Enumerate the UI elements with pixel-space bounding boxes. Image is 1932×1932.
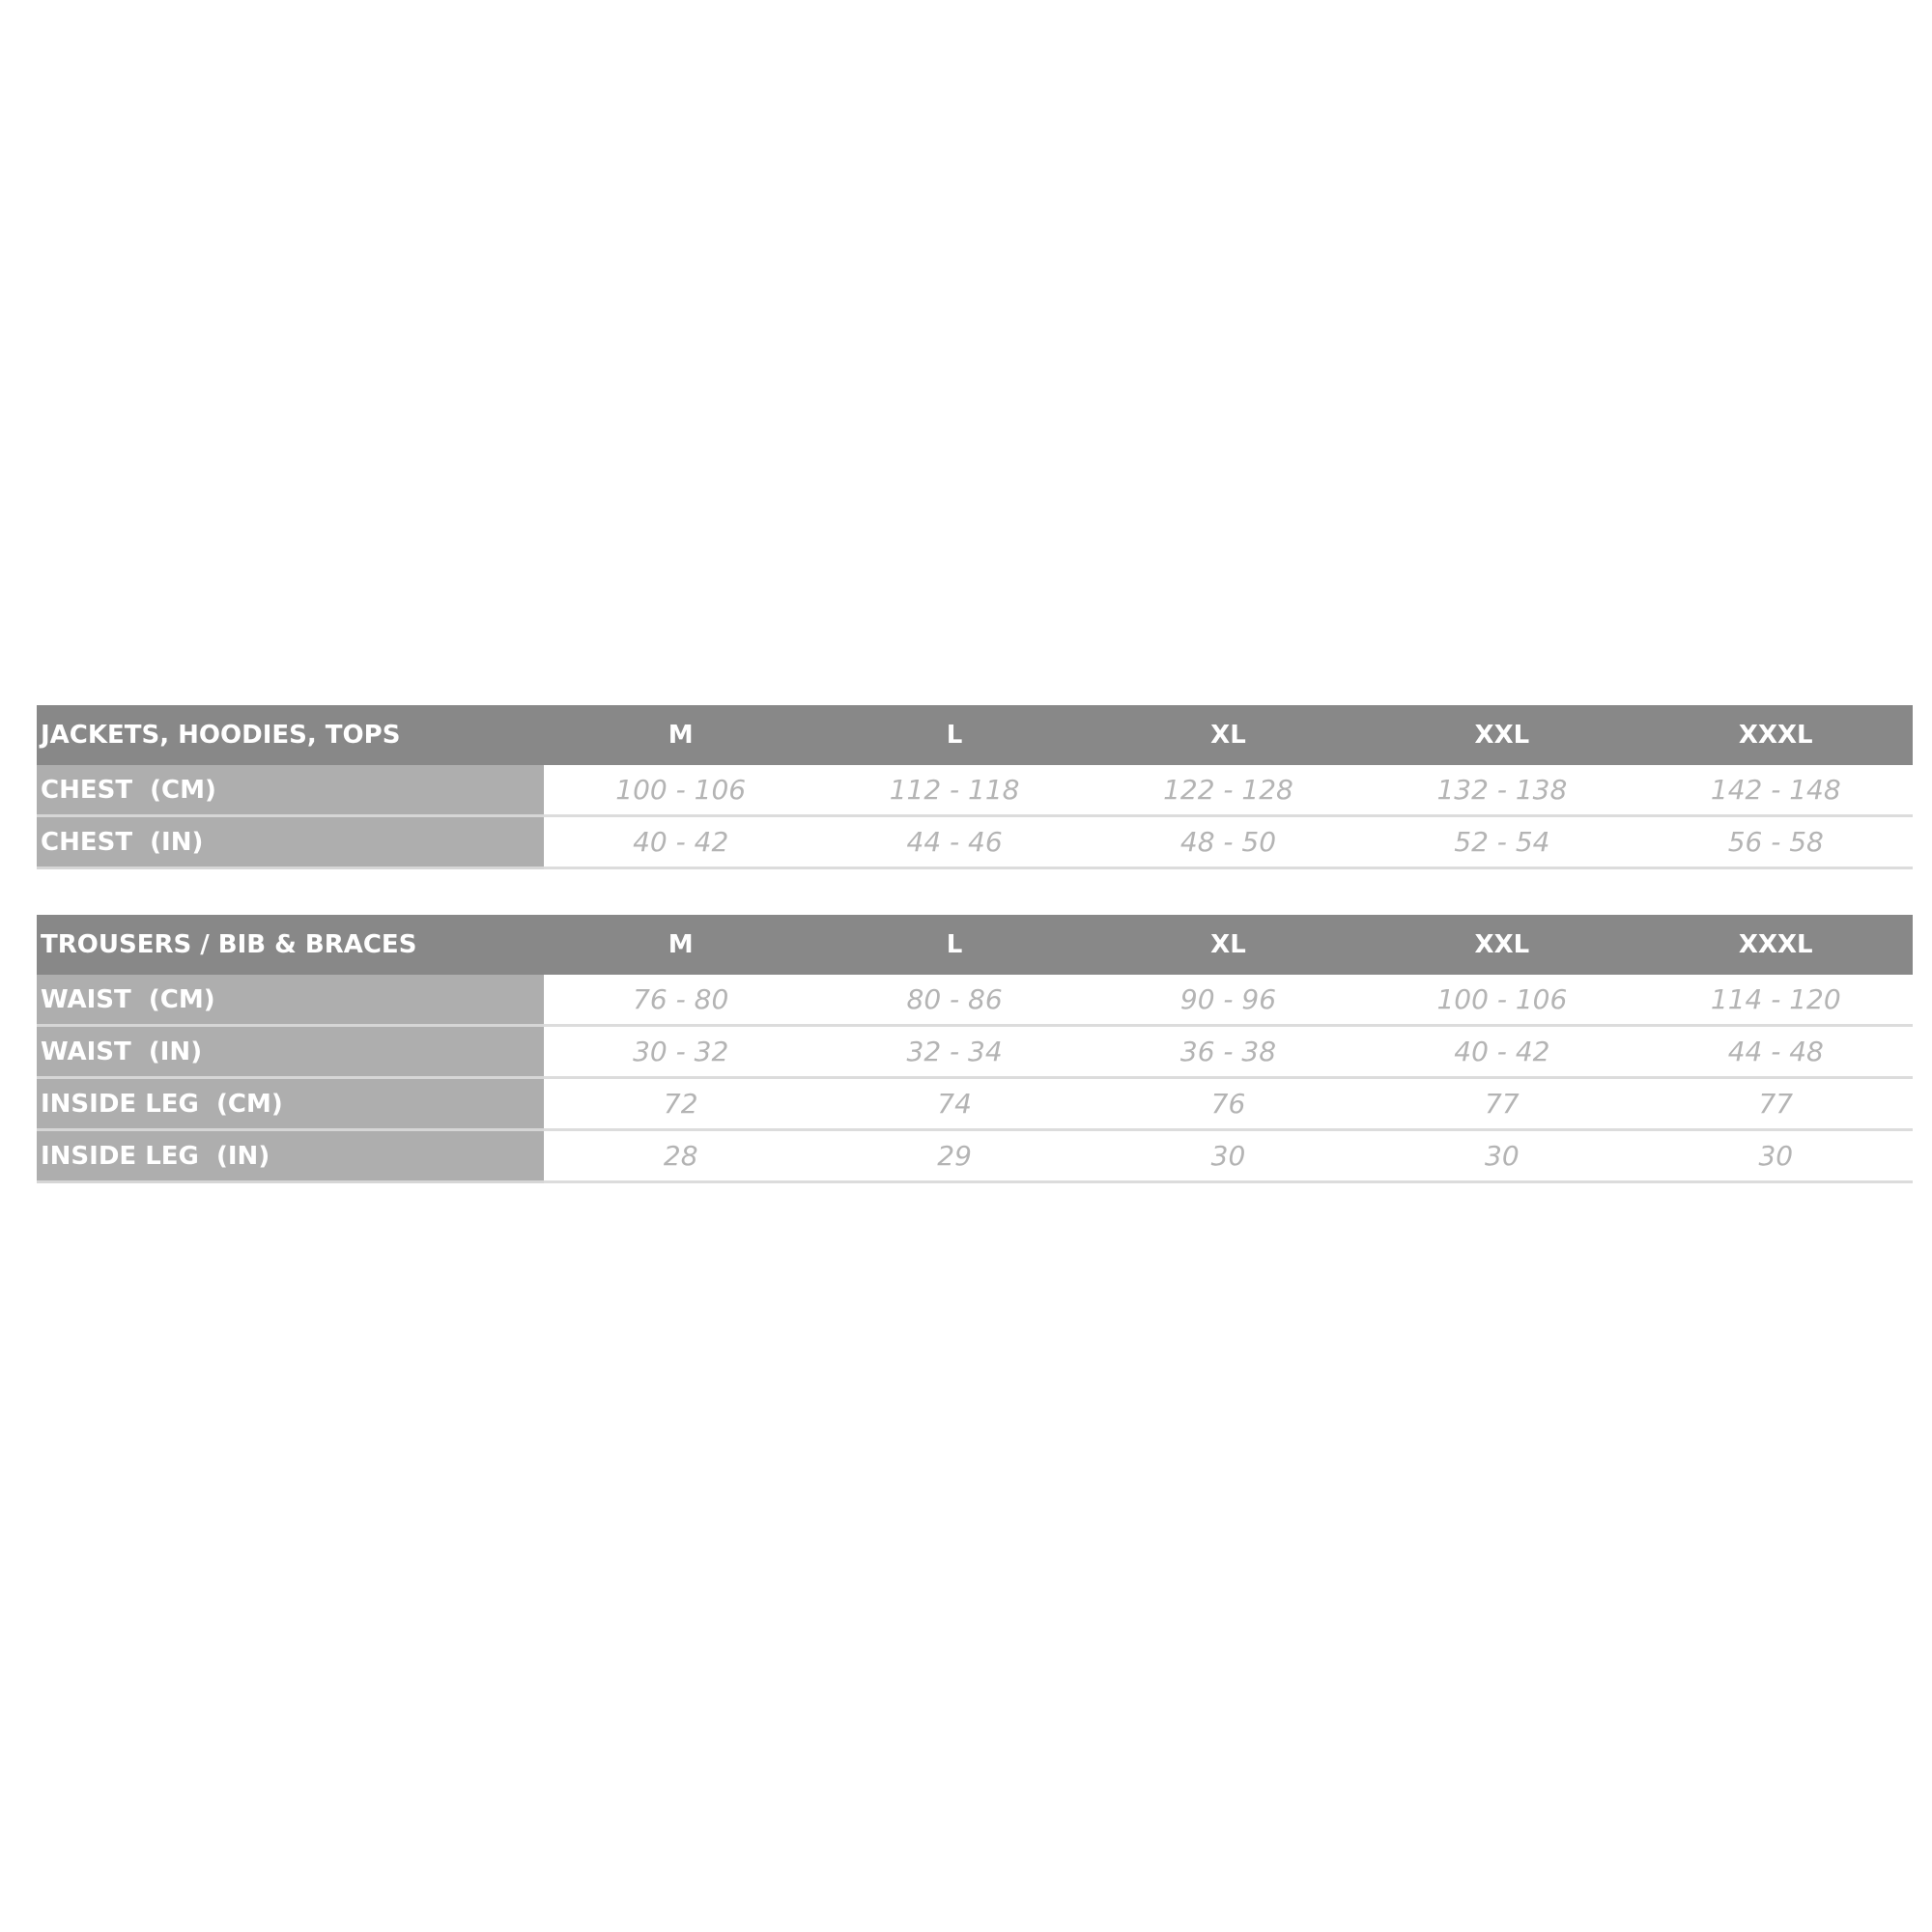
table-title: TROUSERS / BIB & BRACES [37,915,544,975]
size-header: M [544,705,817,765]
size-header: L [817,705,1091,765]
table-row [37,1078,1913,1130]
size-value: 77 [1365,1078,1638,1130]
table-header-row [37,705,1913,765]
size-value: 132 - 138 [1365,765,1638,816]
size-value: 28 [544,1130,817,1182]
size-header: XXXL [1639,915,1913,975]
size-value: 30 - 32 [544,1026,817,1078]
size-value: 76 - 80 [544,975,817,1026]
size-value: 122 - 128 [1092,765,1365,816]
size-value: 142 - 148 [1639,765,1913,816]
table-row [37,765,1913,816]
size-value: 48 - 50 [1092,816,1365,868]
jackets-size-table [37,705,1913,869]
size-value: 52 - 54 [1365,816,1638,868]
table-header-row [37,915,1913,975]
row-label: WAIST (CM) [37,975,544,1026]
size-value: 114 - 120 [1639,975,1913,1026]
row-label: CHEST (CM) [37,765,544,816]
size-value: 40 - 42 [1365,1026,1638,1078]
size-value: 77 [1639,1078,1913,1130]
size-value: 100 - 106 [544,765,817,816]
size-value: 44 - 46 [817,816,1091,868]
size-value: 90 - 96 [1092,975,1365,1026]
size-value: 56 - 58 [1639,816,1913,868]
size-header: XXL [1365,915,1638,975]
table-row [37,975,1913,1026]
size-value: 100 - 106 [1365,975,1638,1026]
size-value: 72 [544,1078,817,1130]
size-value: 112 - 118 [817,765,1091,816]
row-label: CHEST (IN) [37,816,544,868]
size-value: 30 [1365,1130,1638,1182]
table-row [37,1130,1913,1182]
size-header: M [544,915,817,975]
row-label: WAIST (IN) [37,1026,544,1078]
size-header: XL [1092,705,1365,765]
size-value: 30 [1092,1130,1365,1182]
size-header: L [817,915,1091,975]
size-value: 44 - 48 [1639,1026,1913,1078]
size-value: 29 [817,1130,1091,1182]
row-label: INSIDE LEG (CM) [37,1078,544,1130]
size-header: XL [1092,915,1365,975]
table-row [37,816,1913,868]
size-value: 40 - 42 [544,816,817,868]
size-value: 30 [1639,1130,1913,1182]
size-value: 80 - 86 [817,975,1091,1026]
trousers-size-table [37,915,1913,1183]
size-header: XXXL [1639,705,1913,765]
row-label: INSIDE LEG (IN) [37,1130,544,1182]
size-header: XXL [1365,705,1638,765]
table-row [37,1026,1913,1078]
size-value: 32 - 34 [817,1026,1091,1078]
table-title: JACKETS, HOODIES, TOPS [37,705,544,765]
size-value: 76 [1092,1078,1365,1130]
size-value: 36 - 38 [1092,1026,1365,1078]
size-value: 74 [817,1078,1091,1130]
